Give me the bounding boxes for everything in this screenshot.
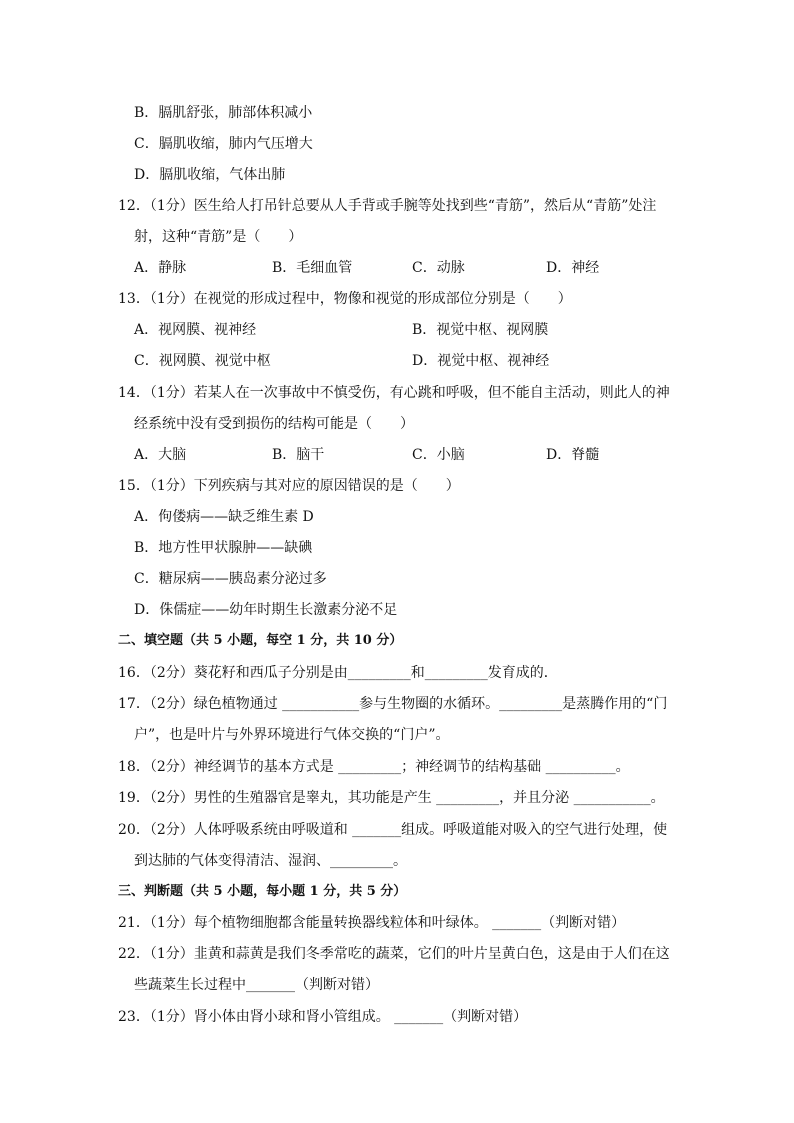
q13-stem: 13．（1分）在视觉的形成过程中，物像和视觉的形成部位分别是（ ）: [118, 291, 572, 307]
q14-option-c: C．小脑: [412, 447, 465, 463]
section-true-false-heading: 三、判断题（共 5 小题，每小题 1 分，共 5 分）: [118, 884, 407, 899]
q15-stem: 15．（1分）下列疾病与其对应的原因错误的是（ ）: [118, 478, 460, 494]
q14-option-d: D．脊髓: [546, 447, 600, 463]
q12-option-c: C．动脉: [412, 260, 465, 276]
q11-option-b: B．膈肌舒张，肺部体积减小: [134, 105, 313, 121]
q19: 19．（2分）男性的生殖器官是睾丸，其功能是产生 _________，并且分泌 ___________。: [118, 790, 665, 806]
q17-line1: 17．（2分）绿色植物通过 ___________参与生物圈的水循环。_________是蒸腾作用的“门: [118, 696, 668, 712]
q11-option-c: C．膈肌收缩，肺内气压增大: [134, 136, 313, 152]
q22-line1: 22．（1分）韭黄和蒜黄是我们冬季常吃的蔬菜，它们的叶片呈黄白色，这是由于人们在这: [118, 946, 670, 962]
q22-line2: 些蔬菜生长过程中_______（判断对错）: [134, 977, 379, 993]
q20-line1: 20．（2分）人体呼吸系统由呼吸道和 _______组成。呼吸道能对吸入的空气进行处理，使: [118, 822, 668, 838]
q14-option-b: B．脑干: [272, 447, 325, 463]
q14-stem-line2: 经系统中没有受到损伤的结构可能是（ ）: [134, 416, 414, 432]
q13-option-d: D．视觉中枢、视神经: [412, 353, 550, 369]
q13-option-b: B．视觉中枢、视网膜: [412, 322, 549, 338]
q14-option-a: A．大脑: [134, 447, 187, 463]
q12-stem-line2: 射，这种“青筋”是（ ）: [134, 229, 303, 245]
q12-option-d: D．神经: [546, 260, 600, 276]
q15-option-c: C．糖尿病——胰岛素分泌过多: [134, 571, 327, 587]
q23: 23．（1分）肾小体由肾小球和肾小管组成。 _______（判断对错）: [118, 1009, 528, 1025]
q12-stem-line1: 12．（1分）医生给人打吊针总要从人手背或手腕等处找到些“青筋”，然后从“青筋”处注: [118, 198, 657, 214]
q15-option-a: A．佝偻病——缺乏维生素 D: [134, 509, 314, 525]
section-fill-in-heading: 二、填空题（共 5 小题，每空 1 分，共 10 分）: [118, 633, 403, 648]
q12-option-a: A．静脉: [134, 260, 187, 276]
q16: 16．（2分）葵花籽和西瓜子分别是由_________和_________发育成的．: [118, 665, 558, 681]
q13-option-c: C．视网膜、视觉中枢: [134, 353, 271, 369]
q11-option-d: D．膈肌收缩，气体出肺: [134, 167, 286, 183]
q17-line2: 户”，也是叶片与外界环境进行气体交换的“门户”。: [134, 727, 450, 743]
q12-option-b: B．毛细血管: [272, 260, 353, 276]
q15-option-b: B．地方性甲状腺肿——缺碘: [134, 540, 313, 556]
q14-stem-line1: 14．（1分）若某人在一次事故中不慎受伤，有心跳和呼吸，但不能自主活动，则此人的神: [118, 385, 670, 401]
q21: 21．（1分）每个植物细胞都含能量转换器线粒体和叶绿体。 _______（判断对错）: [118, 915, 626, 931]
q13-option-a: A．视网膜、视神经: [134, 322, 257, 338]
q18: 18．（2分）神经调节的基本方式是 _________；神经调节的结构基础 __________。: [118, 759, 630, 775]
q15-option-d: D．侏儒症——幼年时期生长激素分泌不足: [134, 602, 398, 618]
q20-line2: 到达肺的气体变得清洁、湿润、_________。: [134, 853, 407, 869]
